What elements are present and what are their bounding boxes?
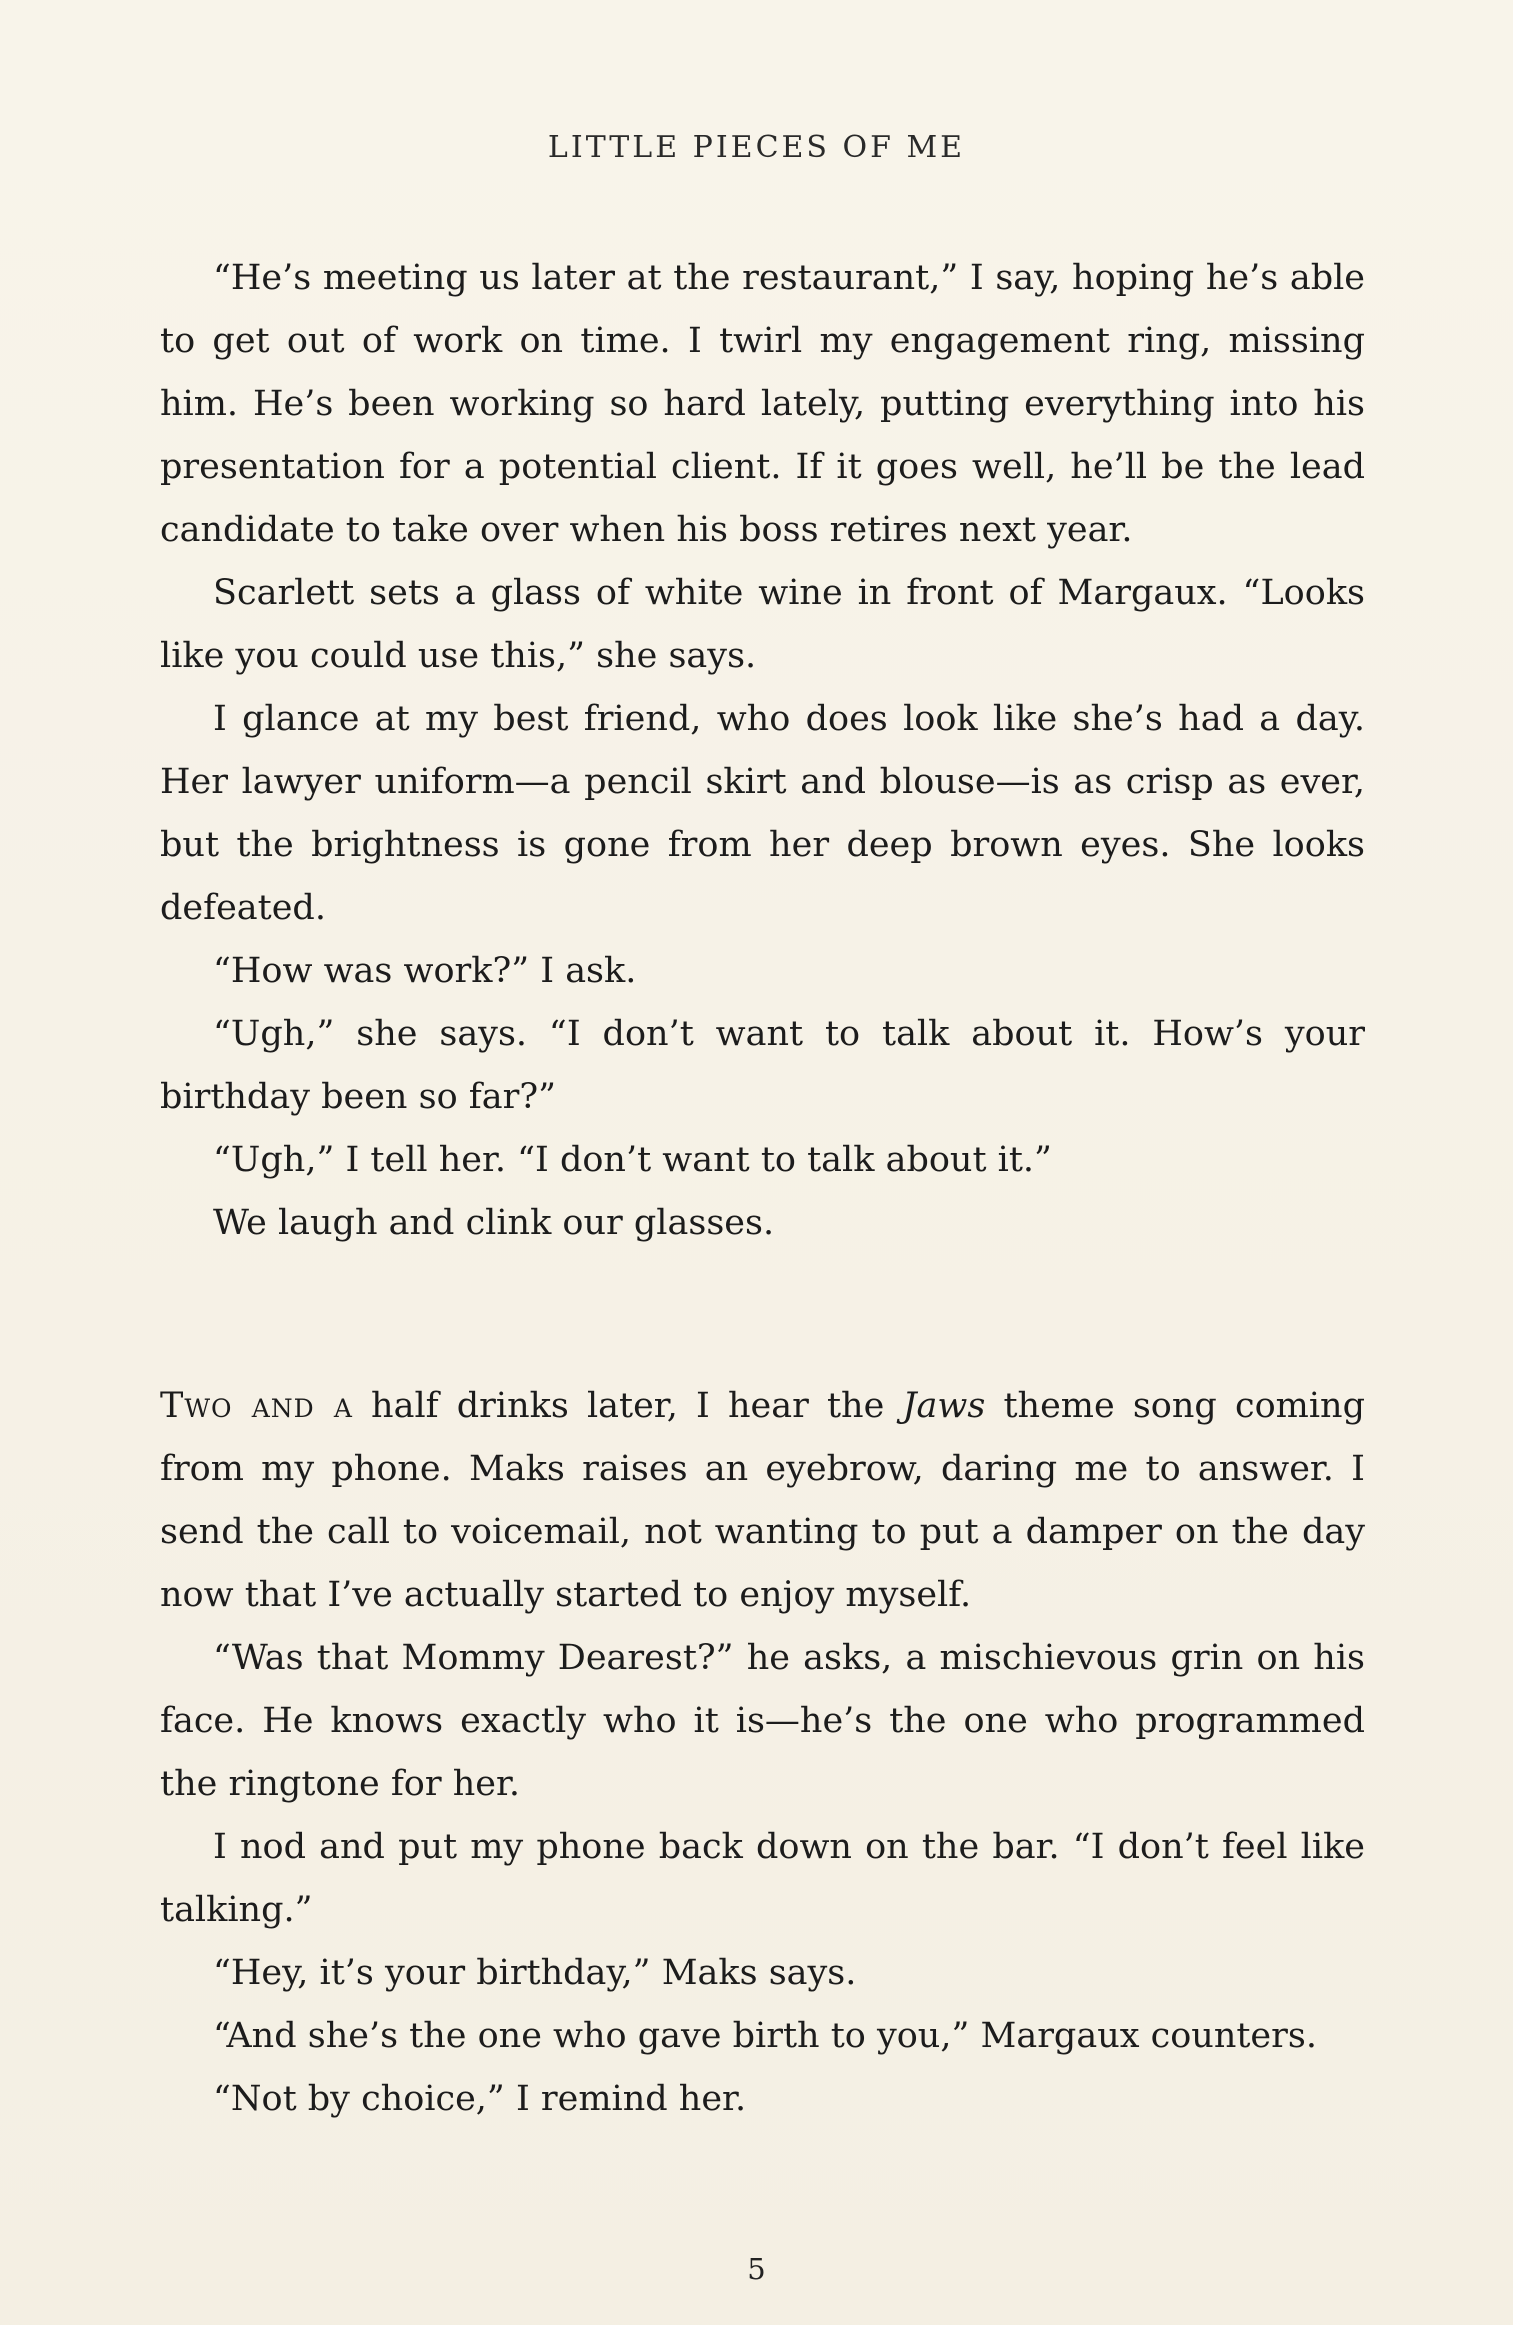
running-title: LITTLE PIECES OF ME — [547, 130, 966, 165]
paragraph: “He’s meeting us later at the restaurant,” I say, hoping he’s able to get out of work on time. I twirl my engagement ring, missing him. He’s been working so hard lately, putting everything into his presentation for a potential client. If it goes well, he’ll be the lead candidate to take over when his boss retires next year. — [160, 258, 1365, 550]
opening-text: half drinks later, I hear the — [352, 1386, 903, 1426]
page-number: 5 — [747, 2252, 766, 2286]
paragraph: “Hey, it’s your birthday,” Maks says. — [213, 1953, 857, 1993]
paragraph: I nod and put my phone back down on the bar. “I don’t feel like talking.” — [160, 1827, 1365, 1930]
paragraph: “Ugh,” she says. “I don’t want to talk about it. How’s your birthday been so far?” — [160, 1014, 1365, 1117]
paragraph: “Was that Mommy Dearest?” he asks, a mischievous grin on his face. He knows exactly who it is—he’s the one who programmed the ringtone for her. — [160, 1638, 1365, 1804]
section-1-text — [160, 247, 1365, 1255]
opening-text-rest: theme song coming from my phone. Maks raises an eyebrow, daring me to answer. I send the call to voicemail, not wanting to put a damper on the day now that I’ve actually started to enjoy myself. — [160, 1386, 1365, 1615]
section-2-text — [160, 1375, 1365, 2131]
section-opening-paragraph — [160, 1375, 1365, 1627]
paragraph: “How was work?” I ask. — [213, 951, 637, 991]
paragraph: Scarlett sets a glass of white wine in front of Margaux. “Looks like you could use this,” she says. — [160, 573, 1365, 676]
paragraph: I glance at my best friend, who does look like she’s had a day. Her lawyer uniform—a pencil skirt and blouse—is as crisp as ever, but the brightness is gone from her deep brown eyes. She looks defeated. — [160, 699, 1365, 928]
paragraph: We laugh and clink our glasses. — [213, 1203, 775, 1243]
paragraph: “And she’s the one who gave birth to you,” Margaux counters. — [213, 2016, 1317, 2056]
paragraph: “Not by choice,” I remind her. — [213, 2079, 747, 2119]
italic-title: Jaws — [902, 1386, 986, 1426]
paragraph: “Ugh,” I tell her. “I don’t want to talk about it.” — [213, 1140, 1052, 1180]
small-caps-lead-in: Two and a — [160, 1386, 353, 1426]
